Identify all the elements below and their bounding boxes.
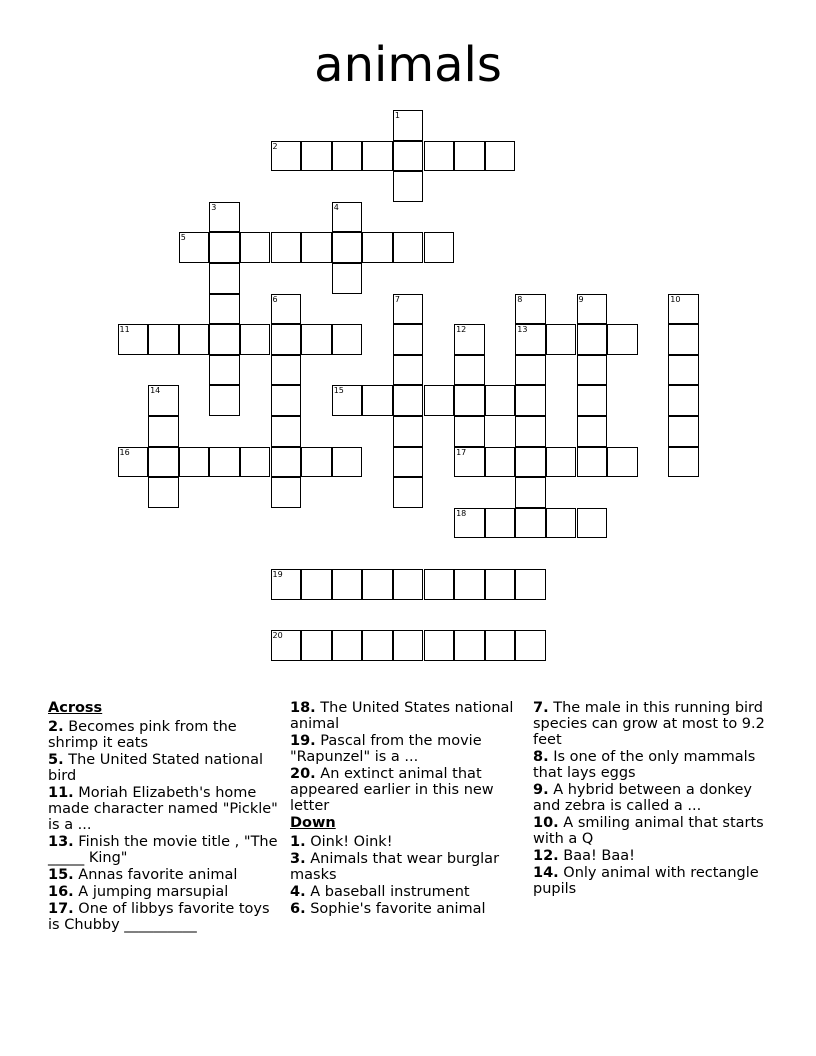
grid-cell[interactable] xyxy=(577,324,608,355)
clue-text: Only animal with rectangle pupils xyxy=(533,865,759,897)
down-header: Down xyxy=(290,815,336,831)
grid-cell[interactable] xyxy=(454,630,485,661)
clue-number: 2. xyxy=(48,719,64,735)
grid-cell[interactable] xyxy=(607,447,638,478)
clue-number: 20. xyxy=(290,766,316,782)
grid-cell[interactable] xyxy=(577,447,608,478)
grid-cell[interactable] xyxy=(577,355,608,386)
grid-cell[interactable] xyxy=(362,232,393,263)
clue-text: Finish the movie title , "The _____ King" xyxy=(48,834,278,866)
grid-cell[interactable] xyxy=(485,385,516,416)
grid-cell[interactable] xyxy=(148,324,179,355)
clue-text: Is one of the only mammals that lays eggs xyxy=(533,749,756,781)
clue-item xyxy=(533,815,773,847)
clue-text: A smiling animal that starts with a Q xyxy=(533,815,764,847)
grid-cell[interactable] xyxy=(393,141,424,172)
cell-number: 2 xyxy=(272,141,278,151)
grid-cell[interactable] xyxy=(332,447,363,478)
grid-cell[interactable] xyxy=(424,232,455,263)
clue-column-1 xyxy=(48,700,278,934)
clue-number: 18. xyxy=(290,700,316,716)
clue-number: 6. xyxy=(290,901,306,917)
grid-cell[interactable] xyxy=(240,447,271,478)
cell-number: 19 xyxy=(272,570,283,579)
grid-cell[interactable] xyxy=(485,508,516,539)
clue-item xyxy=(48,785,278,833)
cell-number: 6 xyxy=(272,294,278,304)
grid-cell[interactable] xyxy=(515,447,546,478)
grid-cell[interactable] xyxy=(332,324,363,355)
grid-cell[interactable] xyxy=(148,447,179,478)
grid-cell[interactable] xyxy=(424,569,455,600)
grid-cell[interactable] xyxy=(393,171,424,202)
cell-number: 9 xyxy=(578,294,584,304)
clue-text: Oink! Oink! xyxy=(310,834,393,850)
clue-number: 4. xyxy=(290,884,306,900)
grid-cell[interactable] xyxy=(515,508,546,539)
cell-number: 12 xyxy=(456,325,467,335)
grid-cell[interactable] xyxy=(332,263,363,294)
cell-number: 15 xyxy=(333,386,344,396)
grid-cell[interactable] xyxy=(332,141,363,172)
clue-number: 11. xyxy=(48,785,74,801)
grid-cell[interactable] xyxy=(209,355,240,386)
clue-item xyxy=(290,766,522,814)
grid-cell[interactable] xyxy=(362,630,393,661)
clue-number: 9. xyxy=(533,782,549,798)
clue-item xyxy=(533,782,773,814)
grid-cell[interactable] xyxy=(209,232,240,263)
grid-cell[interactable] xyxy=(607,324,638,355)
clue-text: Becomes pink from the shrimp it eats xyxy=(48,719,237,751)
grid-cell[interactable] xyxy=(454,385,485,416)
clue-number: 12. xyxy=(533,848,559,864)
grid-cell[interactable] xyxy=(546,447,577,478)
grid-cell[interactable] xyxy=(271,141,302,172)
cell-number: 4 xyxy=(333,202,339,212)
grid-cell[interactable] xyxy=(240,324,271,355)
grid-cell[interactable] xyxy=(668,385,699,416)
grid-cell[interactable] xyxy=(485,141,516,172)
grid-cell[interactable] xyxy=(515,324,546,355)
grid-cell[interactable] xyxy=(393,630,424,661)
grid-cell[interactable] xyxy=(393,294,424,325)
grid-cell[interactable] xyxy=(332,232,363,263)
grid-cell[interactable] xyxy=(393,355,424,386)
cell-number: 20 xyxy=(272,631,283,641)
grid-cell[interactable] xyxy=(393,416,424,447)
grid-cell[interactable] xyxy=(454,141,485,172)
cell-number: 8 xyxy=(517,294,523,304)
grid-cell[interactable] xyxy=(577,294,608,325)
grid-cell[interactable] xyxy=(668,416,699,447)
grid-cell[interactable] xyxy=(546,508,577,539)
grid-cell[interactable] xyxy=(515,355,546,386)
grid-cell[interactable] xyxy=(515,569,546,600)
clue-number: 5. xyxy=(48,752,64,768)
grid-cell[interactable] xyxy=(393,477,424,508)
grid-cell[interactable] xyxy=(393,324,424,355)
grid-cell[interactable] xyxy=(454,416,485,447)
clue-column-3 xyxy=(533,700,773,898)
clue-text: A baseball instrument xyxy=(310,884,470,900)
clue-text: Pascal from the movie "Rapunzel" is a ... xyxy=(290,733,482,765)
clue-number: 15. xyxy=(48,867,74,883)
cell-number: 16 xyxy=(119,447,130,457)
grid-cell[interactable] xyxy=(209,385,240,416)
grid-cell[interactable] xyxy=(148,385,179,416)
grid-cell[interactable] xyxy=(515,416,546,447)
clue-item xyxy=(533,749,773,781)
clue-column-2 xyxy=(290,700,522,918)
cell-number: 5 xyxy=(180,233,186,243)
grid-cell[interactable] xyxy=(424,141,455,172)
clue-text: A hybrid between a donkey and zebra is called a ... xyxy=(533,782,752,814)
grid-cell[interactable] xyxy=(179,324,210,355)
clue-text: The male in this running bird species can grow at most to 9.2 feet xyxy=(533,700,765,748)
across-header: Across xyxy=(48,700,103,716)
grid-cell[interactable] xyxy=(362,569,393,600)
grid-cell[interactable] xyxy=(271,355,302,386)
grid-cell[interactable] xyxy=(271,294,302,325)
grid-cell[interactable] xyxy=(271,630,302,661)
grid-cell[interactable] xyxy=(393,110,424,141)
cell-number: 10 xyxy=(670,294,681,304)
clue-item xyxy=(48,901,278,933)
clue-item xyxy=(290,901,522,917)
grid-cell[interactable] xyxy=(454,508,485,539)
clue-text: The United States national animal xyxy=(290,700,514,732)
clue-text: The United Stated national bird xyxy=(48,752,264,784)
clue-number: 16. xyxy=(48,884,74,900)
grid-cell[interactable] xyxy=(271,232,302,263)
clue-text: Moriah Elizabeth's home made character named "Pickle" is a ... xyxy=(48,785,278,833)
cell-number: 3 xyxy=(211,202,217,212)
cell-number: 13 xyxy=(517,325,528,335)
grid-cell[interactable] xyxy=(209,263,240,294)
grid-cell[interactable] xyxy=(301,447,332,478)
clue-text: One of libbys favorite toys is Chubby __________ xyxy=(48,901,270,933)
grid-cell[interactable] xyxy=(362,141,393,172)
clue-text: A jumping marsupial xyxy=(78,884,229,900)
grid-cell[interactable] xyxy=(485,630,516,661)
grid-cell[interactable] xyxy=(454,569,485,600)
clue-number: 10. xyxy=(533,815,559,831)
grid-cell[interactable] xyxy=(301,569,332,600)
grid-cell[interactable] xyxy=(271,569,302,600)
grid-cell[interactable] xyxy=(301,630,332,661)
clue-item xyxy=(533,848,773,864)
grid-cell[interactable] xyxy=(301,232,332,263)
grid-cell[interactable] xyxy=(546,324,577,355)
grid-cell[interactable] xyxy=(424,385,455,416)
grid-cell[interactable] xyxy=(332,385,363,416)
grid-cell[interactable] xyxy=(179,447,210,478)
grid-cell[interactable] xyxy=(668,355,699,386)
clue-text: Sophie's favorite animal xyxy=(310,901,486,917)
clue-text: An extinct animal that appeared earlier in this new letter xyxy=(290,766,494,814)
clue-text: Baa! Baa! xyxy=(563,848,635,864)
grid-cell[interactable] xyxy=(424,630,455,661)
grid-cell[interactable] xyxy=(301,324,332,355)
clue-item xyxy=(48,834,278,866)
clue-number: 17. xyxy=(48,901,74,917)
grid-cell[interactable] xyxy=(454,355,485,386)
grid-cell[interactable] xyxy=(301,141,332,172)
grid-cell[interactable] xyxy=(118,324,149,355)
grid-cell[interactable] xyxy=(485,569,516,600)
clue-item xyxy=(533,700,773,748)
grid-cell[interactable] xyxy=(179,232,210,263)
grid-cell[interactable] xyxy=(209,447,240,478)
cell-number: 17 xyxy=(456,447,467,457)
cell-number: 18 xyxy=(456,508,467,518)
grid-cell[interactable] xyxy=(209,202,240,233)
grid-cell[interactable] xyxy=(454,447,485,478)
grid-cell[interactable] xyxy=(332,202,363,233)
clue-item xyxy=(290,884,522,900)
puzzle-title: animals xyxy=(314,37,502,93)
grid-cell[interactable] xyxy=(515,477,546,508)
clue-item xyxy=(290,834,522,850)
clue-item xyxy=(48,867,278,883)
cell-number: 1 xyxy=(394,111,400,120)
clue-text: Animals that wear burglar masks xyxy=(290,851,500,883)
clue-item xyxy=(48,884,278,900)
clue-number: 13. xyxy=(48,834,74,850)
clue-item xyxy=(48,719,278,751)
cell-number: 11 xyxy=(119,325,130,335)
clue-item xyxy=(290,851,522,883)
grid-cell[interactable] xyxy=(668,294,699,325)
grid-cell[interactable] xyxy=(118,447,149,478)
grid-cell[interactable] xyxy=(515,294,546,325)
grid-cell[interactable] xyxy=(209,324,240,355)
grid-cell[interactable] xyxy=(668,447,699,478)
clue-item xyxy=(290,733,522,765)
grid-cell[interactable] xyxy=(515,385,546,416)
grid-cell[interactable] xyxy=(393,385,424,416)
grid-cell[interactable] xyxy=(271,385,302,416)
grid-cell[interactable] xyxy=(209,294,240,325)
grid-cell[interactable] xyxy=(240,232,271,263)
cell-number: 14 xyxy=(150,386,161,396)
grid-cell[interactable] xyxy=(515,630,546,661)
grid-cell[interactable] xyxy=(393,232,424,263)
clue-number: 8. xyxy=(533,749,549,765)
clue-number: 1. xyxy=(290,834,306,850)
grid-cell[interactable] xyxy=(668,324,699,355)
clue-text: Annas favorite animal xyxy=(78,867,238,883)
grid-cell[interactable] xyxy=(393,447,424,478)
clue-number: 3. xyxy=(290,851,306,867)
clue-item xyxy=(290,700,522,732)
cell-number: 7 xyxy=(394,294,400,304)
grid-cell[interactable] xyxy=(148,416,179,447)
grid-cell[interactable] xyxy=(271,416,302,447)
grid-cell[interactable] xyxy=(271,447,302,478)
grid-cell[interactable] xyxy=(454,324,485,355)
clue-number: 7. xyxy=(533,700,549,716)
grid-cell[interactable] xyxy=(577,385,608,416)
clue-item xyxy=(533,865,773,897)
clue-number: 19. xyxy=(290,733,316,749)
clue-item xyxy=(48,752,278,784)
grid-cell[interactable] xyxy=(271,477,302,508)
grid-cell[interactable] xyxy=(148,477,179,508)
grid-cell[interactable] xyxy=(362,385,393,416)
clue-number: 14. xyxy=(533,865,559,881)
grid-cell[interactable] xyxy=(485,447,516,478)
grid-cell[interactable] xyxy=(393,569,424,600)
grid-cell[interactable] xyxy=(271,324,302,355)
grid-cell[interactable] xyxy=(577,508,608,539)
grid-cell[interactable] xyxy=(332,569,363,600)
grid-cell[interactable] xyxy=(332,630,363,661)
grid-cell[interactable] xyxy=(577,416,608,447)
